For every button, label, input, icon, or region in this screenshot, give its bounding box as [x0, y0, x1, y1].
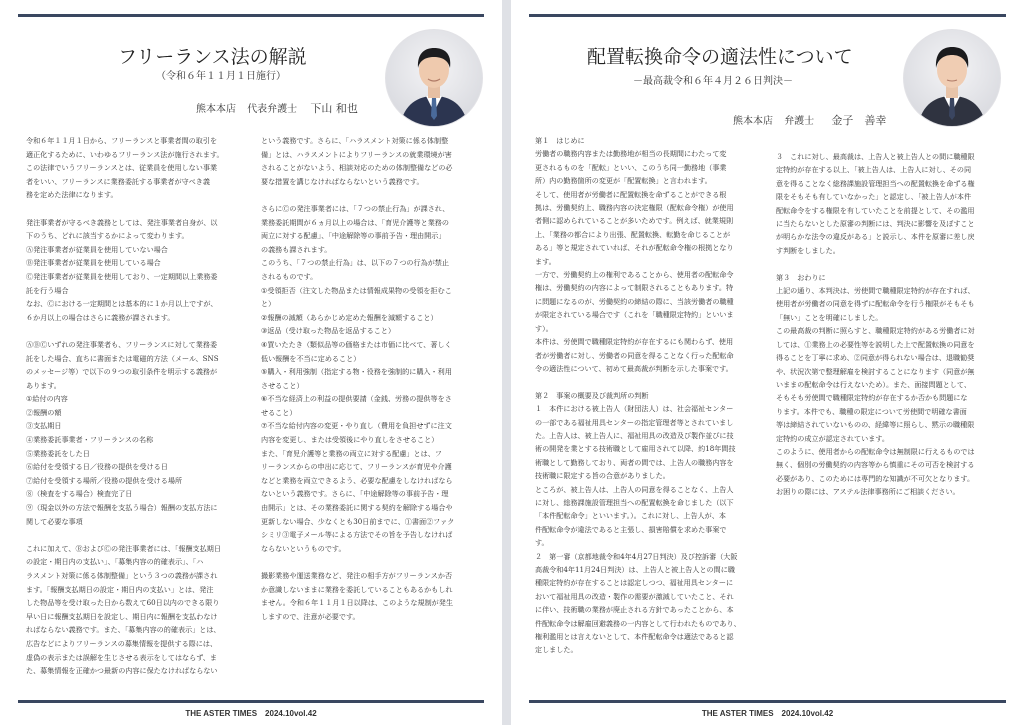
author-portrait-icon [386, 30, 482, 126]
footer-label: THE ASTER TIMES 2024.10vol.42 [701, 709, 834, 718]
left-page [0, 0, 502, 725]
article-title: フリーランス法の解説 [118, 46, 307, 68]
article-subtitle: （令和６年１１月１日施行） [156, 71, 286, 82]
author-role: 代表弁護士 [247, 104, 298, 115]
article-subtitle: －最高裁令和６年４月２６日判決－ [633, 76, 793, 87]
author-photo [385, 29, 483, 127]
author-portrait-icon [904, 30, 1000, 126]
author-name: 下山 和也 [310, 102, 358, 115]
author-byline [733, 112, 886, 128]
article-column-2: という義務です。さらに、「ハラスメント対策に係る体制整 備」とは、ハラスメントによりフリーランスの就業環境が害 されることがないよう、相談対応のための体制整備などの必 要な措置を講じなければならないという義務です。 さらにⒸの発注事業者には、「７つの禁止行為」が課され、 業務委託期間が６ヵ月以上の場合は、「育児介護等と業務の 両立に対する配慮」、「中途解除等の事前予告・理由開示」 の義務も課されます。 このうち、「７つの禁止行為」は、以下の７つの行為が禁止 されるものです。 ①受領拒否（注文した物品または情報成果物の受領を拒むこ と） ②報酬の減額（あらかじめ定めた報酬を減額すること） ③返品（受け取った物品を返品すること） ④買いたたき（類似品等の価格または市価に比べて、著しく 低い報酬を不当に定めること） ⑤購入・利用強制（指定する物・役務を強制的に購入・利用 させること） ⑥不当な経済上の利益の提供要請（金銭、労務の提供等をさ せること） ⑦不当な給付内容の変更・やり直し（費用を負担せずに注文 内容を変更し、または受領後にやり直しをさせること） また、「育児介護等と業務の両立に対する配慮」とは、フ リーランスからの申出に応じて、フリーランスが育児や介護 などと業務を両立できるよう、必要な配慮をしなければなら ないという義務です。さらに、「中途解除等の事前予告・理 由開示」とは、その業務委託に関する契約を解除する場合や 更新しない場合、少なくとも30日前までに、①書面②ファク シミリ③電子メール等による方法でその旨を予告しなければ ならないというものです。 撮影業務や運送業務など、発注の相手方がフリーランスか否 か意識しないままに業務を委託していることもあるかもしれ ません。令和６年１１月１日以降は、このような規制が発生 しますので、注意が必要です。 [261, 136, 455, 621]
article-column-1: 令和６年１１月１日から、フリーランスと事業者間の取引を 適正化するために、いわゆるフリーランス法が施行されます。 この法律でいうフリーランスとは、従業員を使用しない事業 者をいい、フリーランスに業務委託する事業者が守べき義 務を定めた法律になります。 発注事業者が守るべき義務としては、発注事業者自身が、以 下のうち、どれに該当するかによって変わります。 Ⓐ発注事業者が従業員を使用していない場合 Ⓑ発注事業者が従業員を使用している場合 Ⓒ発注事業者が従業員を使用しており、一定期間以上業務委 託を行う場合 なお、Ⓒにおける一定期間とは基本的に１か月以上ですが、 ６か月以上の場合はさらに義務が課されます。 ⒶⒷⒸいずれの発注事業者も、フリーランスに対して業務委 託をした場合、直ちに書面または電磁的方法（メール、SNS のメッセージ等）で以下の９つの取引条件を明示する義務が あります。 ①給付の内容 ②報酬の額 ③支払期日 ④業務委託事業者・フリーランスの名称 ⑤業務委託をした日 ⑥給付を受領する日／役務の提供を受ける日 ⑦給付を受領する場所／役務の提供を受ける場所 ⑧（検査をする場合）検査完了日 ⑨（現金以外の方法で報酬を支払う場合）報酬の支払方法に 関して必要な事項 これに加えて、ⒷおよびⒸの発注事業者には、「報酬支払期日 の設定・期日内の支払い」、「募集内容の的確表示」、「ハ ラスメント対策に係る体制整備」という３つの義務が課され ます。「報酬支払期日の設定・期日内の支払い」とは、発注 した物品等を受け取った日から数えて60日以内のできる限り 早い日に報酬支払期日を設定し、期日内に報酬を支払わなけ ればならない義務です。また、「募集内容の的確表示」とは、 広告などによりフリーランスの募集情報を提供する際には、 虚偽の表示または誤解を生じさせる表示をしてはならず、ま た、募集情報を正確かつ最新の内容に保たなければならない [26, 136, 224, 676]
author-office: 熊本本店 [733, 116, 773, 127]
page-gutter [502, 0, 511, 725]
article-column-1: 第１ はじめに 労働者の職務内容または勤務地が相当の長期間にわたって変 更されるものを「配転」といい、このうち同一勤務地（事業 所）内の勤務箇所の変更が「配置転換」と言われます。 そして、使用者が労働者に配置転換を命ずることができる根 拠は、労働契約上、職務内容の決定権限（配転命令権）が使用 者側に認められていることが多いためです。例えば、就業規則 上、「業務の都合により出張、配置転換、転勤を命じることが ある」等と規定されていれば、それが配転命令権の根拠となり ます。 一方で、労働契約上の権利であることから、使用者の配転命令 権は、労働契約の内容によって制限されることもあります。特 に問題になるのが、労働契約の締結の際に、当該労働者の職種 が限定されている場合です（これを「職種限定特約」といいま す）。 本件は、労使間で職種限定特約が存在するにも関わらず、使用 者が労働者に対し、労働者の同意を得ることなく行った配転命 令の適法性について、初めて最高裁が判断を示した事案です。 第２ 事案の概要及び裁判所の判断 １ 本件における被上告人（財団法人）は、社会福祉センター の一部である福祉用具センターの指定管理者等とされていまし た。上告人は、被上告人に、福祉用具の改造及び製作並びに技 術の開発を業とする技術職として雇用されて以降、約18年間技 術職として勤務しており、両者の間では、上告人の職務内容を 技術職に限定する旨の合意がありました。 ところが、被上告人は、上告人の同意を得ることなく、上告人 に対し、総務課施設管理担当への配置転換を命じました（以下 「本件配転命令」といいます。）。これに対し、上告人が、本 件配転命令が違法であると主張し、損害賠償を求めた事案で す。 ２ 第一審（京都地裁令和4年4月27日判決）及び控訴審（大阪 高裁令和4年11月24日判決）は、上告人と被上告人との間に職 種限定特約が存在することは認定しつつ、福祉用具センターに おいて福祉用具の改造・製作の需要が激減していたこと、それ に伴い、技術職の業務が廃止される方針であったことから、本 件配転命令は解雇回避義務の一内容として行われたものであり、 権利濫用とは言えないとして、本件配転命令は適法であると認 定しました。 [535, 136, 741, 655]
article-title: 配置転換命令の適法性について [587, 46, 853, 68]
bottom-rule [529, 700, 1006, 703]
footer-label: THE ASTER TIMES 2024.10vol.42 [185, 709, 317, 718]
bottom-rule [18, 700, 484, 703]
author-office: 熊本本店 [196, 104, 236, 115]
right-page [511, 0, 1024, 725]
top-rule [18, 14, 484, 17]
author-name: 金子 善幸 [831, 114, 887, 127]
author-role: 弁護士 [784, 116, 815, 127]
author-byline [196, 100, 358, 116]
author-photo [903, 29, 1001, 127]
top-rule [529, 14, 1006, 17]
article-column-2: ３ これに対し、最高裁は、上告人と被上告人との間に職種限 定特約が存在する以上、「被上告人は、上告人に対し、その同 意を得ることなく総務課施設管理担当への配置転換を命ずる権 限をそもそも有していなかった」と認定し、「被上告人が本件 配転命令をする権限を有していたことを前提として、その濫用 に当たらないとした原審の判断には、判決に影響を及ぼすこと が明らかな法令の違反がある」と説示し、本件を原審に差し戻 す判断をしました。 第３ おわりに 上記の通り、本判決は、労使間で職種限定特約が存在すれば、 使用者が労働者の同意を得ずに配転命令を行う権限がそもそも 「無い」ことを明確にしました。 この最高裁の判断に照らすと、職種限定特約がある労働者に対 しては、①業務上の必要性等を説明した上で配置転換の同意を 得ることを丁寧に求め、②同意が得られない場合は、退職勧奨 や、状況次第で整理解雇を検討することになります（同意が無 いままの配転命令は行えないため）。また、面接問題として、 そもそも労使間で職種限定特約が存在するか否かも問題にな ります。本件でも、職種の限定について労使間で明確な書面 等は締結されていないものの、経緯等に照らし、黙示の職種限 定特約の成立が認定されています。 このように、使用者からの配転命令は無制限に行えるものでは 無く、個別の労働契約の内容等から慎重にその可否を検討する 必要があり、このためには専門的な知識が不可欠となります。 お困りの際には、アステル法律事務所にご相談ください。 [776, 152, 975, 497]
